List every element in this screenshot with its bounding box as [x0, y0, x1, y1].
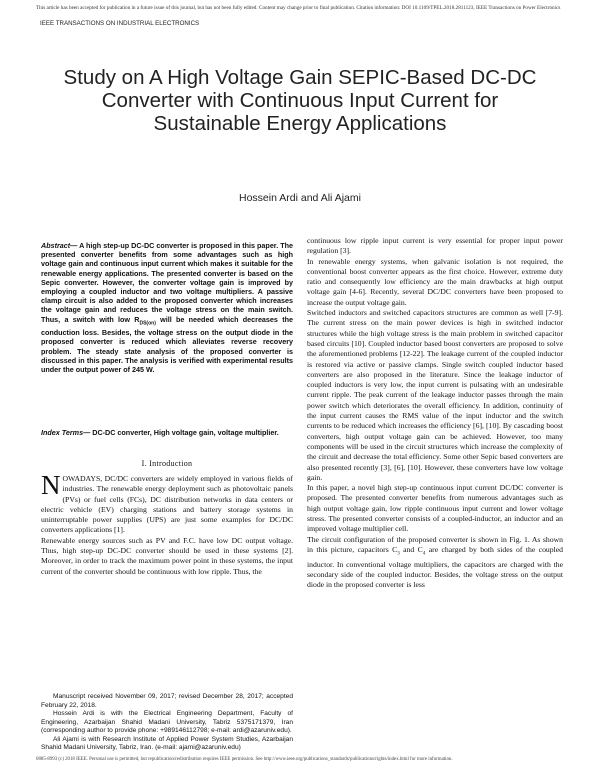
footnote-received: Manuscript received November 09, 2017; revised December 28, 2017; accepted February 22, 2018. — [41, 693, 293, 709]
abstract-text: A high step-up DC-DC converter is proposed in this paper. The presented converter benefits from some advantages such as high voltage gain and continuous input current which makes it suitable for the renewable energy applications. The presented converter is based on the Sepic converter. However, the converter voltage gain is improved by employing a coupled inductor and two voltage multipliers. A passive clamp circuit is also added to the proposed converter which increases the voltage gain and reduces the voltage stress on the main switch. Thus, a switch with low R — [41, 241, 293, 324]
index-terms-label: Index Terms— — [41, 428, 91, 437]
intro-paragraph-2: Renewable energy sources such as PV and F.C. have low DC output voltage. Thus, high step-up DC-DC converter should be used in these systems [2]. Moreover, in order to track the maximum power point in these systems, the input current of the converter should be continuous with low ripple. Thus, the — [41, 535, 293, 576]
footnotes — [41, 693, 293, 753]
right-paragraph-1: continuous low ripple input current is very essential for proper input power regulation [3]. — [307, 236, 563, 256]
index-terms-text: DC-DC converter, High voltage gain, voltage multiplier. — [90, 428, 279, 437]
introduction-body — [41, 470, 293, 577]
right-column-body — [307, 236, 563, 591]
intro-paragraph-1: NOWADAYS, DC/DC converters are widely employed in various fields of industries. The renewable energy deployment such as photovoltaic panels (PVs) or fuel cells (FCs), DC distribution networks in data centers or electric vehicle (EV) charging stations and battery storage systems in uninterruptable power supplies (UPS) are just some examples for DC/DC converters applications [1]. — [41, 470, 293, 535]
right-paragraph-4: In this paper, a novel high step-up continuous input current DC/DC converter is proposed. The presented converter benefits from numerous advantages such as high output voltage gain, low ripple continuous input current and lower voltage stress. The presented converter consists of a coupled-inductor, an inductor and an improved voltage multiplier cell. — [307, 483, 563, 534]
right-paragraph-3: Switched inductors and switched capacitors structures are common as well [7-9]. The current stress on the main power devices is high in switched inductor structures while the high voltage stress is the main problem in switched capacitor based circuits [10]. Coupled inductor based boost converters are proposed to solve the aforementioned problems [12-22]. The leakage current of the coupled inductor is restored via active or passive clamps. Single switch coupled inductor based converters are also proposed in the literature. Since the leakage inductor of coupled inductors is very low, the input current is pulsating with an undesirable current ripple. The peak current of the leakage inductor passes through the main power switch which deteriorates the overall efficiency. In addition, continuity of the input current causes the RMS value of the input inductor and the switch currents to be reduced which increases the efficiency [6], [10]. By cascading boost converters, high output voltage gain can be achieved. However, too many components will be used in the circuit structures which increase the complexity of the circuit and decrease the total efficiency. Some other Sepic based converters are also presented recently [3], [6], [10]. However, these converters have low voltage gain. — [307, 308, 563, 482]
footnote-author-1: Hossein Ardi is with the Electrical Engineering Department, Faculty of Engineering, Azarbaijan Shahid Madani University, Tabriz 5375171379, Iran (corresponding author to provide phone: +989146112798; e-mail: ardi@azaruniv.edu). — [41, 710, 293, 734]
section-heading-introduction: I. Introduction — [141, 459, 193, 468]
footnote-author-2: Ali Ajami is with Research Institute of Applied Power System Studies, Azarbaijan Shahid Madani University, Tabriz, Iran. (e-mail: ajami@azaruniv.edu) — [41, 735, 293, 751]
drop-cap: N — [41, 470, 61, 500]
copyright-footer: 0885-8993 (c) 2018 IEEE. Personal use is permitted, but republication/redistribution requires IEEE permission. See http://www.ieee.org/publications_standards/publications/rights/index.html for more information. — [36, 757, 453, 762]
abstract — [41, 241, 293, 374]
paper-title: Study on A High Voltage Gain SEPIC-Based DC-DC Converter with Continuous Input Current for Sustainable Energy Applications — [63, 66, 537, 135]
abstract-label: Abstract— — [41, 241, 78, 250]
prepublication-notice: This article has been accepted for publication in a future issue of this journal, but has not been fully edited. Content may change prior to final publication. Citation information: DOI 10.1109/TPEL.2018.2811123, IEEE Transactions on Power Electronics — [36, 5, 561, 11]
abstract-text-cont: will be needed which decreases the conduction loss. Besides, the voltage stress on the output diode in the proposed converter is reduced which alleviates reverse recovery problem. The steady state analysis of the proposed converter is discussed in this paper. The analysis is verified with experimental results under the output power of 245 W. — [41, 314, 293, 375]
abstract-subscript: DS(on) — [139, 320, 156, 327]
right-paragraph-2: In renewable energy systems, when galvanic isolation is not required, the conventional boost converter appears as the first choice. However, extreme duty ratio and consequently low efficiency are the main drawbacks at high output voltage gain [4-6]. Recently, several DC/DC converters have been proposed to increase the output voltage gain. — [307, 256, 563, 307]
journal-name: IEEE TRANSACTIONS ON INDUSTRIAL ELECTRONICS — [40, 20, 200, 27]
paper-authors: Hossein Ardi and Ali Ajami — [239, 192, 361, 204]
index-terms — [41, 428, 293, 437]
right-paragraph-5: The circuit configuration of the proposed converter is shown in Fig. 1. As shown in this picture, capacitors $C_3$ and $C_4$ are charged by both sides of the coupled inductor. In conventional voltage multipliers, the capacitors are charged with the secondary side of the coupled inductor. Besides, the voltage stress on the output diode in the proposed converter is less — [307, 534, 563, 590]
